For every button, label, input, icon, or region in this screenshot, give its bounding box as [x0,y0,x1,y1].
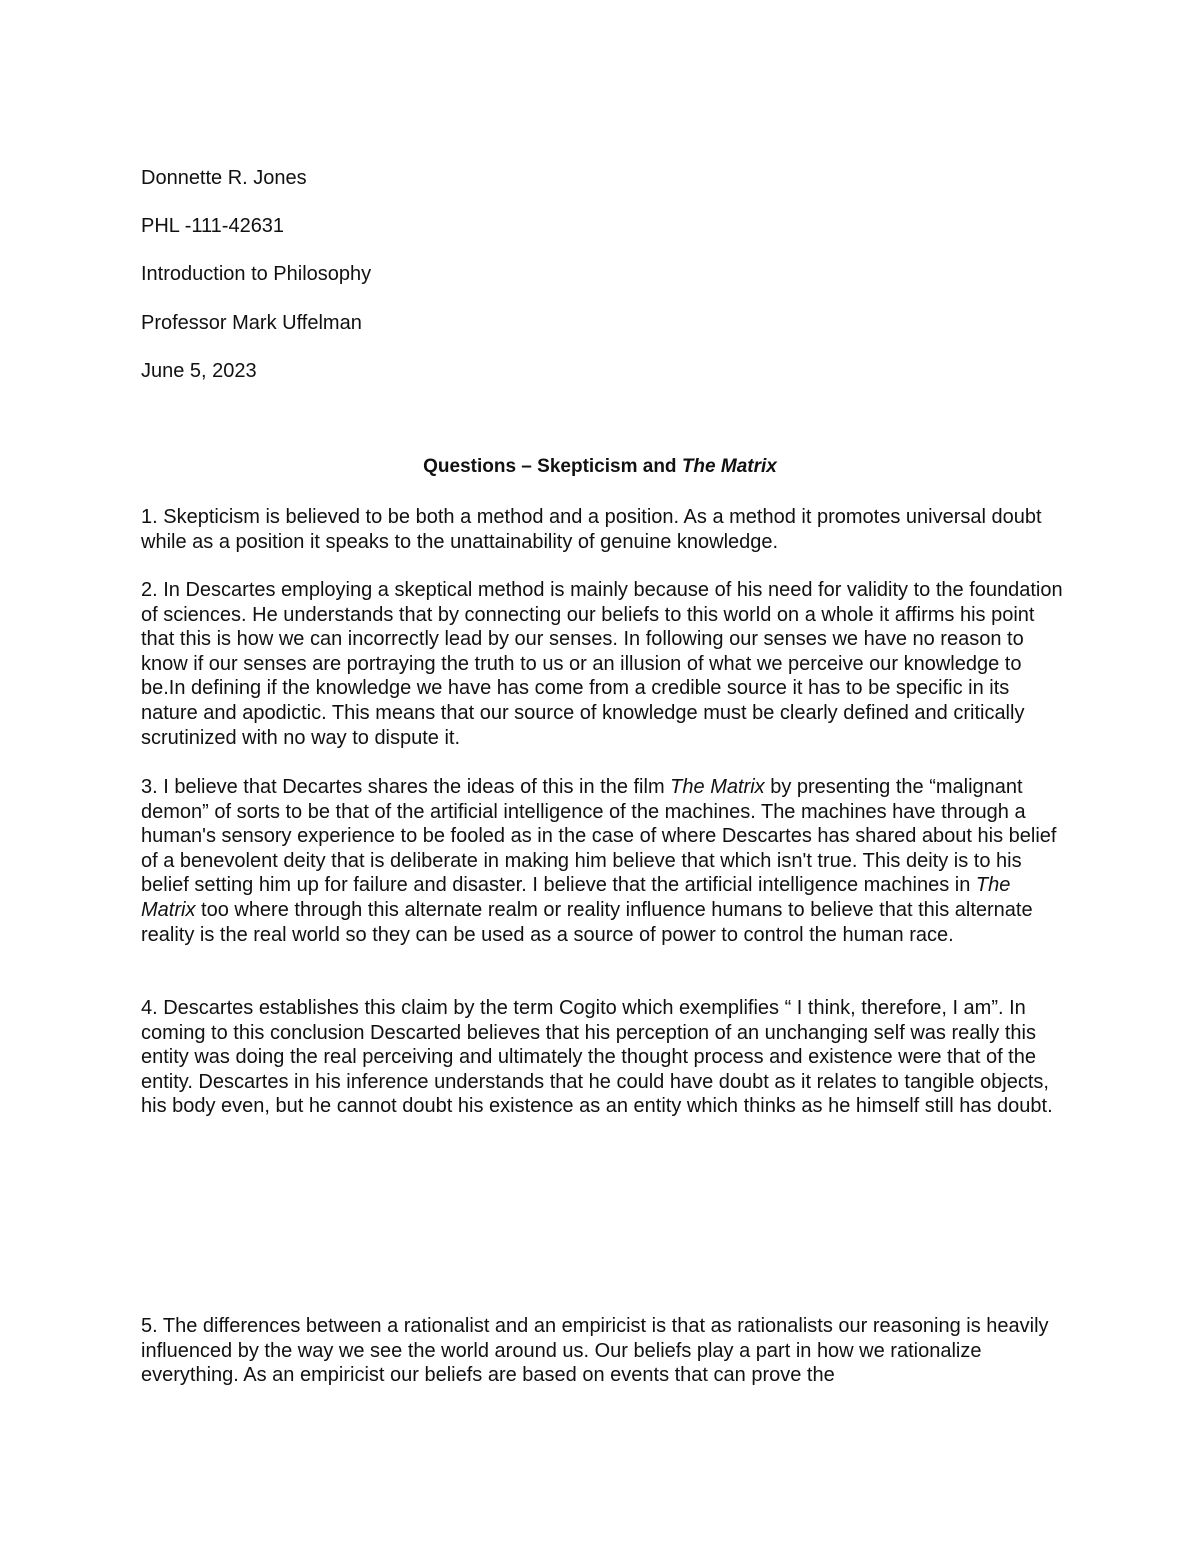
answer-3-film-title-2: The Matrix [141,874,1011,921]
document-title [0,455,1200,479]
title-italic: The Matrix [681,456,777,477]
answer-5: 5. The differences between a rationalist and an empiricist is that as rationalists our reasoning is heavily influenced by the way we see the world around us. Our beliefs play a part in how we rationalize everything. As an empiricist our beliefs are based on events that can prove the [141,1315,1049,1387]
answer-3-text-3: too where through this alternate realm or reality influence humans to believe that this alternate reality is the real world so they can be used as a source of power to control the human race. [141,898,1033,946]
answer-1: 1. Skepticism is believed to be both a method and a position. As a method it promotes universal doubt while as a position it speaks to the unattainability of genuine knowledge. [141,506,1042,553]
answer-2: 2. In Descartes employing a skeptical method is mainly because of his need for validity to the foundation of sciences. He understands that by connecting our beliefs to this world on a whole it affirms his point that this is how we can incorrectly lead by our senses. In following our senses we have no reason to know if our senses are portraying the truth to us or an illusion of what we perceive our knowledge to be.In defining if the knowledge we have has come from a credible source it has to be specific in its nature and apodictic. This means that our source of knowledge must be clearly defined and critically scrutinized with no way to dispute it. [141,579,1063,749]
answer-3-text-1: 3. I believe that Decartes shares the ideas of this in the film [141,776,671,798]
title-text: Questions – Skepticism and [423,456,682,477]
answer-3 [141,775,1066,947]
answer-3-text-2: by presenting the “malignant demon” of sorts to be that of the artificial intelligence of the machines. The machines have through a human's sensory experience to be fooled as in the case of where Descartes has shared about his belief of a benevolent deity that is deliberate in making him believe that which isn't true. This deity is to his belief setting him up for failure and disaster. I believe that the artificial intelligence machines in [141,776,1057,897]
course-title: Introduction to Philosophy [141,263,372,285]
document-date: June 5, 2023 [141,360,257,382]
answer-3-film-title-1: The Matrix [670,776,765,798]
answer-4: 4. Descartes establishes this claim by the term Cogito which exemplifies “ I think, therefore, I am”. In coming to this conclusion Descarted believes that his perception of an unchanging self was really this entity was doing the real perceiving and ultimately the thought process and existence were that of the entity. Descartes in his inference understands that he could have doubt as it relates to tangible objects, his body even, but he cannot doubt his existence as an entity which thinks as he himself still has doubt. [141,997,1053,1118]
professor-name: Professor Mark Uffelman [141,312,362,334]
author-name: Donnette R. Jones [141,167,307,189]
course-code: PHL -111-42631 [141,215,285,237]
